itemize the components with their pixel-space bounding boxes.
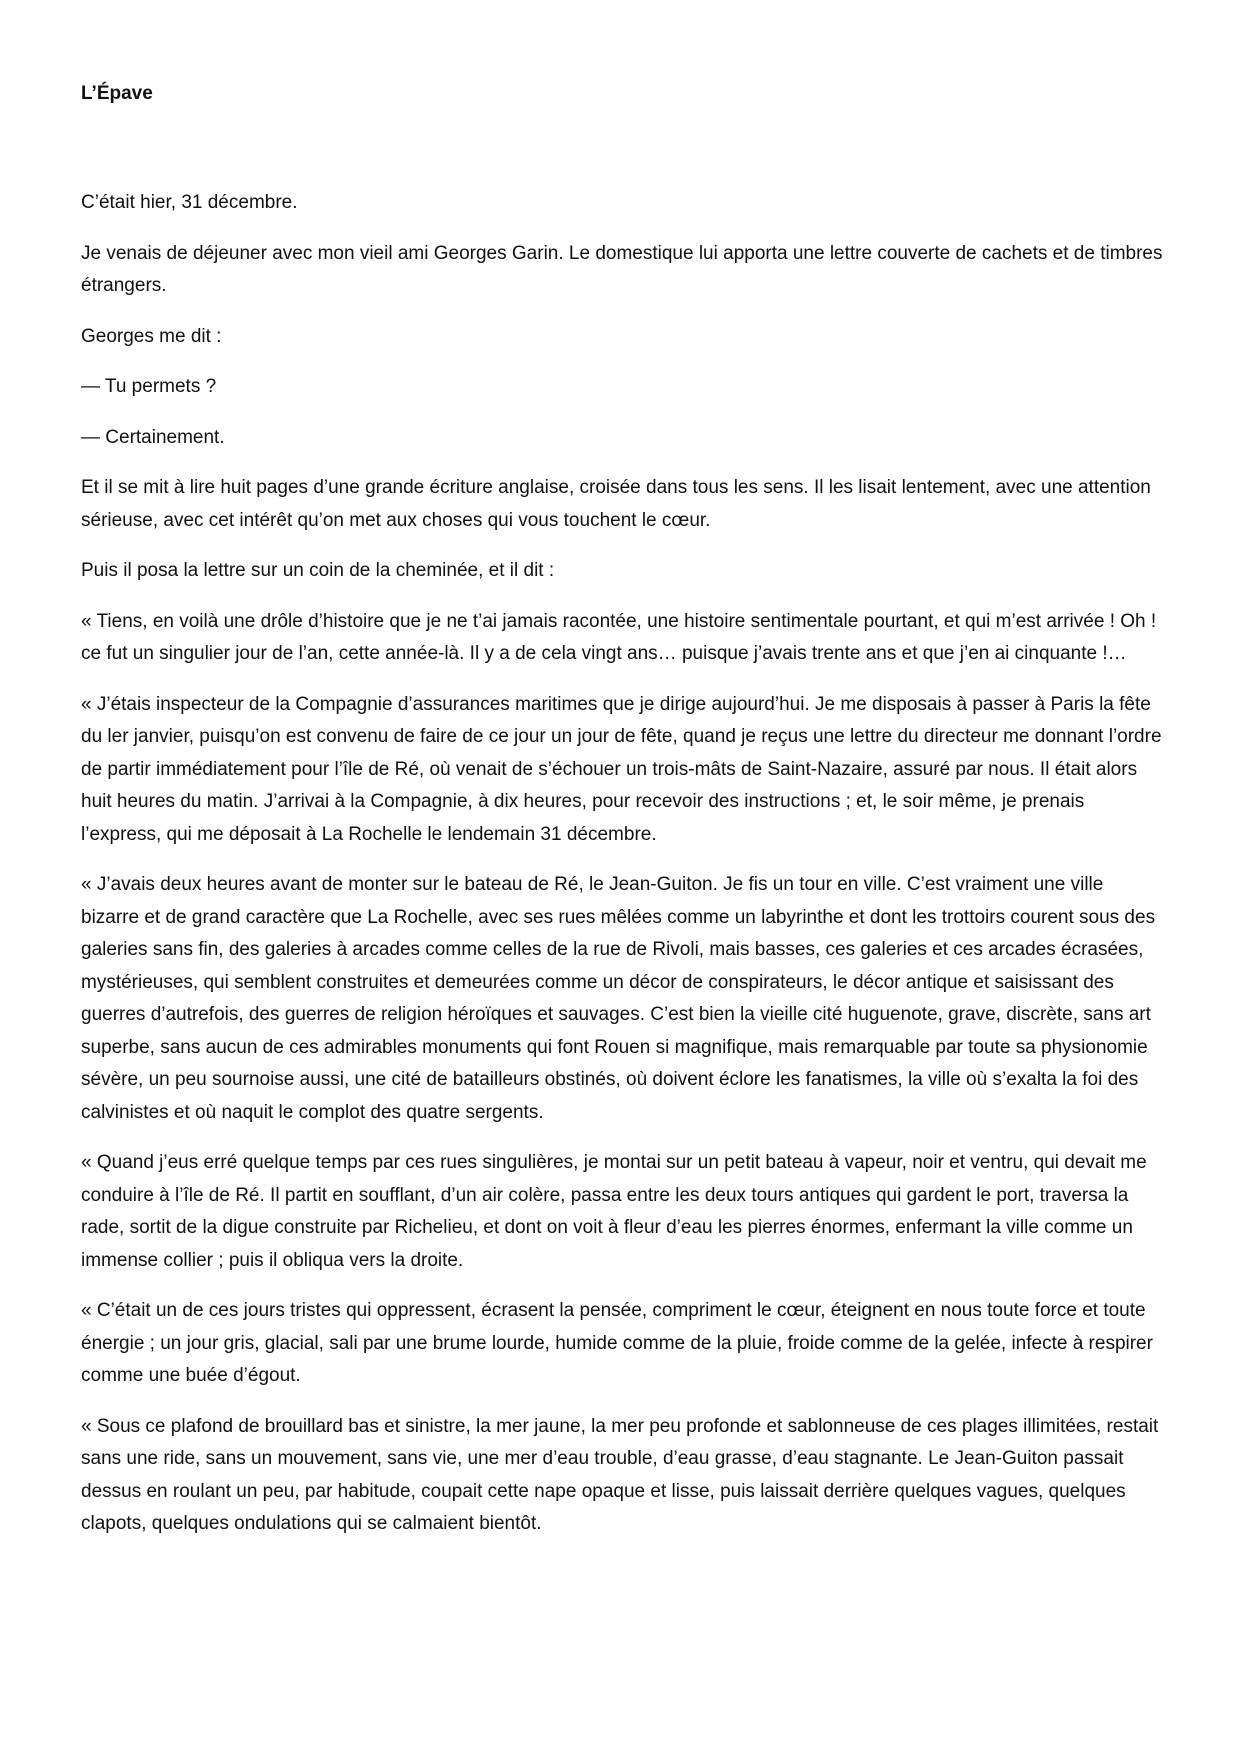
paragraph: Georges me dit : [81, 325, 222, 347]
paragraph: « Quand j’eus erré quelque temps par ces rues singulières, je montai sur un petit bateau à vapeur, noir et ventru, qui devait me conduire à l’île de Ré. Il partit en soufflant, d’un air colère, passa entre les deux tours antiques qui gardent le port, traversa la rade, sortit de la digue construite par Richelieu, et dont on voit à fleur d’eau les pierres énormes, enfermant la ville comme un immense collier ; puis il obliqua vers la droite. [81, 1152, 1147, 1271]
document-title: L’Épave [81, 83, 153, 104]
paragraph: C’était hier, 31 décembre. [81, 192, 298, 213]
paragraph: « Tiens, en voilà une drôle d’histoire que je ne t’ai jamais racontée, une histoire sentimentale pourtant, et qui m’est arrivée ! Oh ! ce fut un singulier jour de l’an, cette année-là. Il y a de cela vingt ans… puisque j’avais trente ans et que j’en ai cinquante !… [81, 610, 1157, 664]
document-body [81, 78, 1166, 1559]
paragraph: Puis il posa la lettre sur un coin de la cheminée, et il dit : [81, 560, 555, 581]
paragraph: « J’avais deux heures avant de monter sur le bateau de Ré, le Jean-Guiton. Je fis un tour en ville. C’est vraiment une ville bizarre et de grand caractère que La Rochelle, avec ses rues mêlées comme un labyrinthe et dont les trottoirs courent sous des galeries sans fin, des galeries à arcades comme celles de la rue de Rivoli, mais basses, ces galeries et ces arcades écrasées, mystérieuses, qui semblent construites et demeurées comme un décor de conspirateurs, le décor antique et saisissant des guerres d’autrefois, des guerres de religion héroïques et sauvages. C’est bien la vieille cité huguenote, grave, discrète, sans art superbe, sans aucun de ces admirables monuments qui font Rouen si magnifique, mais remarquable par toute sa physionomie sévère, un peu sournoise aussi, une cité de batailleurs obstinés, où doivent éclore les fanatismes, la ville où s’exalta la foi des calvinistes et où naquit le complot des quatre sergents. [81, 874, 1156, 1123]
paragraph: — Certainement. [81, 426, 225, 448]
paragraph: « J’étais inspecteur de la Compagnie d’assurances maritimes que je dirige aujourd’hui. Je me disposais à passer à Paris la fête du ler janvier, puisqu’on est convenu de faire de ce jour un jour de fête, quand je reçus une lettre du directeur me donnant l’ordre de partir immédiatement pour l’île de Ré, où venait de s’échouer un trois-mâts de Saint-Nazaire, assuré par nous. Il était alors huit heures du matin. J’arrivai à la Compagnie, à dix heures, pour recevoir des instructions ; et, le soir même, je prenais l’express, qui me déposait à La Rochelle le lendemain 31 décembre. [81, 693, 1162, 845]
paragraph: « Sous ce plafond de brouillard bas et sinistre, la mer jaune, la mer peu profonde et sablonneuse de ces plages illimitées, restait sans une ride, sans un mouvement, sans vie, une mer d’eau trouble, d’eau grasse, d’eau stagnante. Le Jean-Guiton passait dessus en roulant un peu, par habitude, coupait cette nape opaque et lisse, puis laissait derrière quelques vagues, quelques clapots, quelques ondulations qui se calmaient bientôt. [81, 1415, 1159, 1534]
paragraph: Je venais de déjeuner avec mon vieil ami Georges Garin. Le domestique lui apporta une lettre couverte de cachets et de timbres étrangers. [81, 242, 1163, 296]
paragraph: — Tu permets ? [81, 376, 217, 397]
paragraph: Et il se mit à lire huit pages d’une grande écriture anglaise, croisée dans tous les sens. Il les lisait lentement, avec une attention sérieuse, avec cet intérêt qu’on met aux choses qui vous touchent le cœur. [81, 477, 1151, 531]
paragraph: « C’était un de ces jours tristes qui oppressent, écrasent la pensée, compriment le cœur, éteignent en nous toute force et toute énergie ; un jour gris, glacial, sali par une brume lourde, humide comme de la pluie, froide comme de la gelée, infecte à respirer comme une buée d’égout. [81, 1300, 1153, 1386]
